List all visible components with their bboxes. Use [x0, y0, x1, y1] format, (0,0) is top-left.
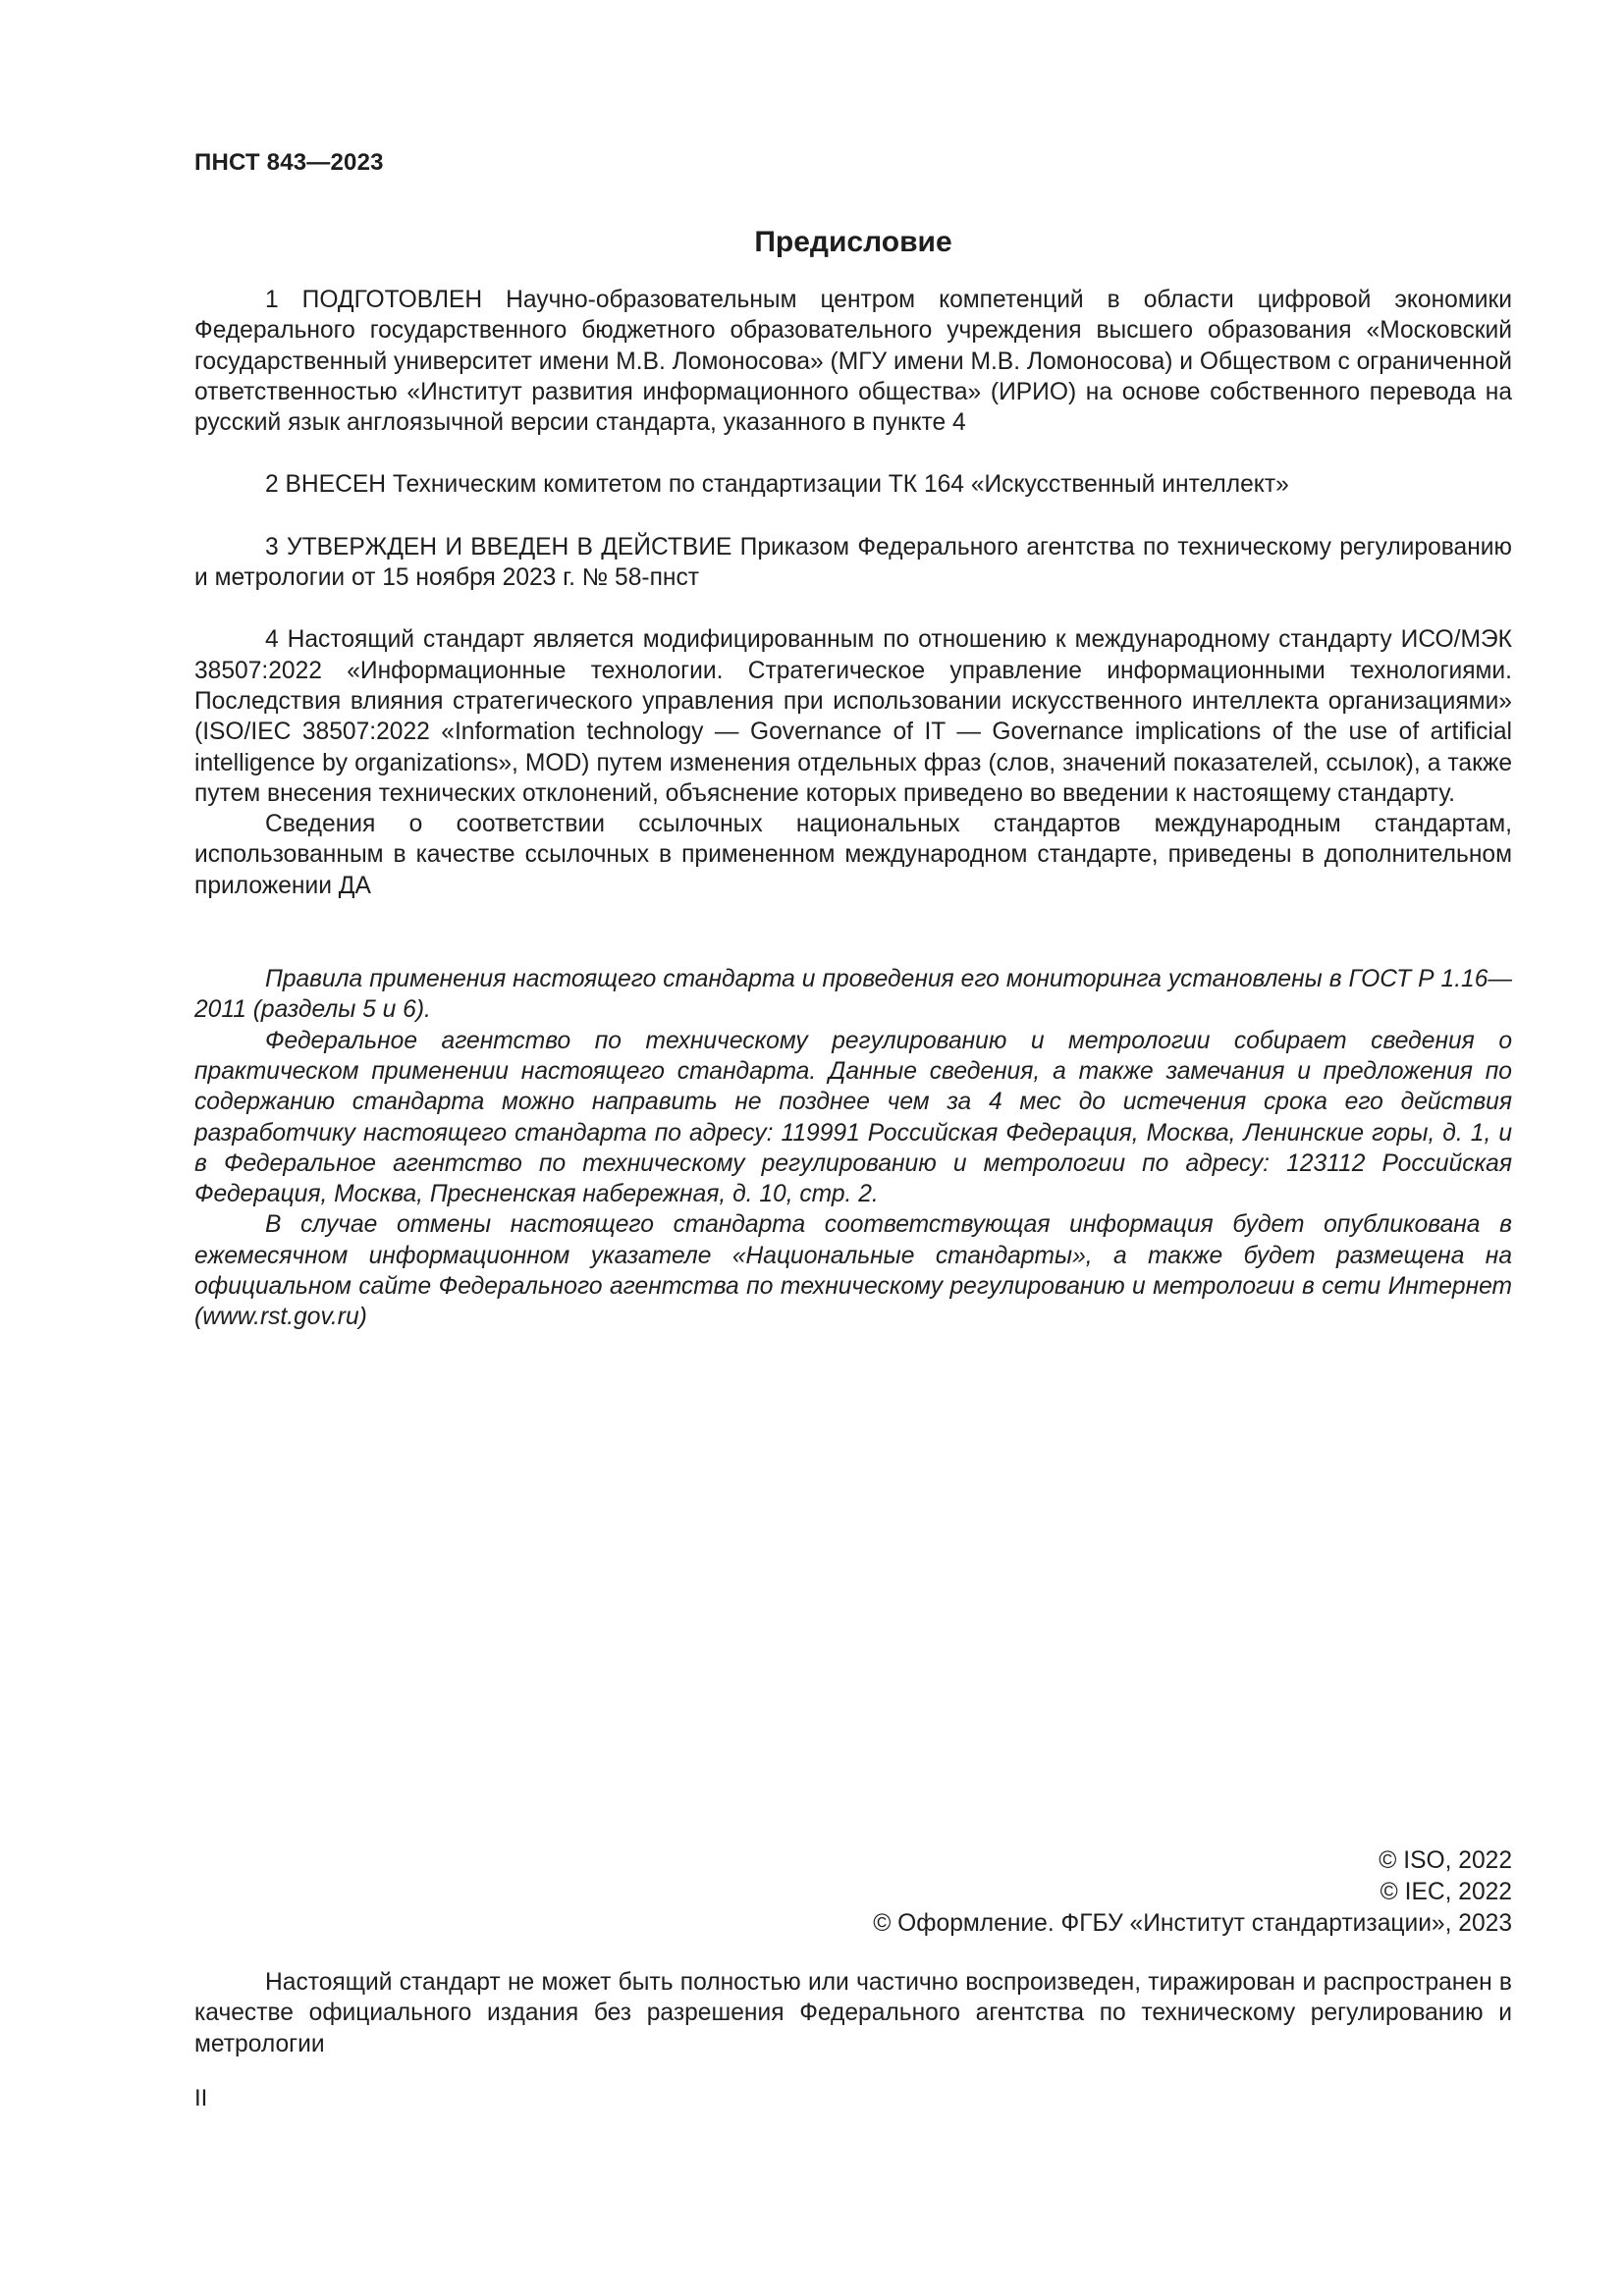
page-number: II — [194, 2085, 208, 2111]
paragraph-prepared: 1 ПОДГОТОВЛЕН Научно-образовательным центром компетенций в области цифровой экономики Федерального государственного бюджетного образовательного учреждения высшего образования «Московский государственный университет имени М.В. Ломоносова» (МГУ имени М.В. Ломоносова) и Обществом с ограниченной ответственностью «Институт развития информационного общества» (ИРИО) на основе собственного перевода на русский язык англоязычной версии стандарта, указанного в пункте 4 — [194, 287, 1512, 437]
document-code: ПНСТ 843—2023 — [194, 149, 384, 176]
reproduction-notice — [194, 1967, 1512, 2059]
copyright-block — [628, 1845, 1512, 1940]
rules-feedback: Федеральное агентство по техническому регулированию и метрологии собирает сведения о практическом применении настоящего стандарта. Данные сведения, а также замечания и предложения по содержанию стандарта можно направить не позднее чем за 4 мес до истечения срока его действия разработчику настоящего стандарта по адресу: 119991 Российская Федерация, Москва, Ленинские горы, д. 1, и в Федеральное агентство по техническому регулированию и метрологии по адресу: 123112 Российская Федерация, Москва, Пресненская набережная, д. 10, стр. 2. — [194, 1027, 1512, 1208]
foreword-body — [194, 285, 1512, 1333]
paragraph-approved: 3 УТВЕРЖДЕН И ВВЕДЕН В ДЕЙСТВИЕ Приказом Федерального агентства по техническому регулированию и метрологии от 15 ноября 2023 г. № 58-пнст — [194, 533, 1512, 592]
paragraph-references-info: Сведения о соответствии ссылочных национальных стандартов международным стандартам, использованным в качестве ссылочных в примененном международном стандарте, приведены в дополнительном приложении ДА — [194, 811, 1512, 899]
notice-text: Настоящий стандарт не может быть полностью или частично воспроизведен, тиражирован и распространен в качестве официального издания без разрешения Федерального агентства по техническому регулированию и метрологии — [194, 1969, 1512, 2057]
copyright-design: © Оформление. ФГБУ «Институт стандартизации», 2023 — [873, 1910, 1512, 1937]
paragraph-submitted: 2 ВНЕСЕН Техническим комитетом по стандартизации ТК 164 «Искусственный интеллект» — [265, 471, 1289, 499]
rules-application: Правила применения настоящего стандарта и проведения его мониторинга установлены в ГОСТ Р 1.16—2011 (разделы 5 и 6). — [194, 966, 1512, 1024]
page-title: Предисловие — [754, 226, 952, 258]
rules-section — [194, 964, 1512, 1333]
copyright-iso: © ISO, 2022 — [1379, 1847, 1512, 1874]
copyright-iec: © IEC, 2022 — [1380, 1879, 1512, 1905]
paragraph-modified-standard: 4 Настоящий стандарт является модифицированным по отношению к международному стандарту ИСО/МЭК 38507:2022 «Информационные технологии. Стратегическое управление информационными технологиями. Последствия влияния стратегического управления при использовании искусственного интеллекта организациями» (ISO/IEC 38507:2022 «Information technology — Governance of IT — Governance implications of the use of artificial intelligence by organizations», MOD) путем изменения отдельных фраз (слов, значений показателей, ссылок), а также путем внесения технических отклонений, объяснение которых приведено во введении к настоящему стандарту. — [194, 626, 1512, 807]
rules-cancellation: В случае отмены настоящего стандарта соответствующая информация будет опубликована в ежемесячном информационном указателе «Национальные стандарты», а также будет размещена на официальном сайте Федерального агентства по техническому регулированию и метрологии в сети Интернет (www.rst.gov.ru) — [194, 1211, 1512, 1331]
